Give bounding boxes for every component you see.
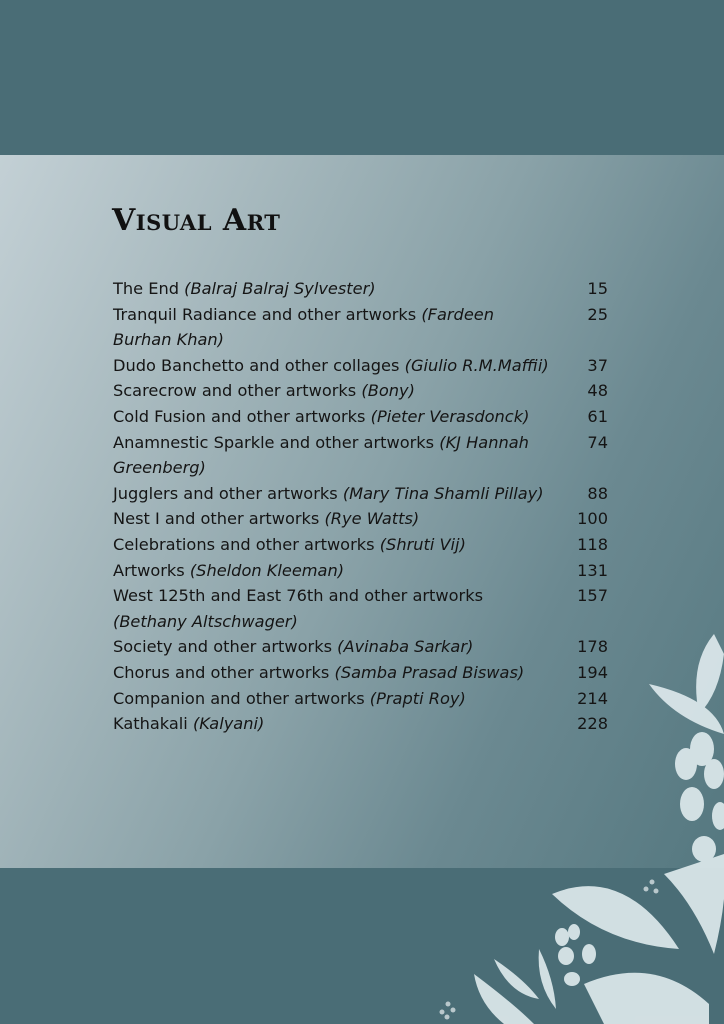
entry-title: Scarecrow and other artworks: [113, 381, 357, 401]
entry-title: The End: [113, 279, 180, 298]
entry-author: (Avinaba Sarkar): [337, 637, 474, 657]
entry-author: (Mary Tina Shamli Pillay): [342, 483, 544, 503]
entry-text: [113, 634, 553, 660]
entry-page-number: 157: [577, 586, 608, 606]
entry-page-number: 37: [587, 355, 608, 375]
entry-text: [113, 404, 553, 430]
entry-author: (Kalyani): [192, 714, 265, 734]
entry-page-number: 194: [577, 662, 608, 682]
toc-entry: [113, 660, 613, 686]
toc-entry: [113, 276, 613, 302]
toc-entry: [113, 583, 613, 634]
entry-text: [113, 276, 553, 302]
section-title: Visual Art: [112, 203, 281, 238]
entry-page-number: 15: [587, 279, 608, 298]
entry-text: [113, 302, 553, 353]
toc-entry: [113, 481, 613, 507]
toc-entry: [113, 353, 613, 379]
entry-text: [113, 558, 553, 584]
entry-title: West 125th and East 76th and other artworks: [113, 586, 484, 606]
toc-entry: [113, 711, 613, 737]
entry-title: Kathakali: [113, 714, 188, 734]
entry-author: (Shruti Vij): [379, 534, 466, 554]
entry-author: (Fardeen Burhan Khan): [113, 304, 495, 350]
toc-entry: [113, 558, 613, 584]
entry-page-number: 214: [577, 688, 608, 708]
toc-entry: [113, 378, 613, 404]
entry-text: [113, 506, 553, 532]
entry-text: [113, 532, 553, 558]
entry-title: Celebrations and other artworks: [113, 534, 375, 554]
toc-entry: [113, 404, 613, 430]
entry-page-number: 178: [577, 637, 608, 657]
toc-entry: [113, 634, 613, 660]
entry-title: Chorus and other artworks: [113, 662, 330, 682]
entry-text: [113, 686, 553, 712]
entry-page-number: 61: [587, 406, 608, 426]
entry-text: [113, 660, 553, 686]
entry-title: Cold Fusion and other artworks: [113, 406, 366, 426]
entry-author: (Balraj Balraj Sylvester): [184, 279, 376, 298]
entry-author: (Bethany Altschwager): [113, 611, 298, 631]
entry-text: [113, 378, 553, 404]
entry-title: Jugglers and other artworks: [113, 483, 338, 503]
entry-title: Society and other artworks: [113, 637, 333, 657]
toc-entry: [113, 532, 613, 558]
entry-text: [113, 711, 553, 737]
entry-author: (Giulio R.M.Maffii): [404, 355, 549, 375]
entry-page-number: 48: [587, 381, 608, 401]
entry-text: [113, 583, 553, 634]
toc-entry: [113, 506, 613, 532]
entry-author: (Prapti Roy): [369, 688, 466, 708]
entry-title: Nest I and other artworks: [113, 509, 320, 529]
entry-author: (Bony): [361, 381, 415, 401]
entry-page-number: 118: [577, 534, 608, 554]
entry-author: (KJ Hannah Greenberg): [113, 432, 529, 478]
toc-entry: [113, 686, 613, 712]
entry-page-number: 74: [587, 432, 608, 452]
toc-entry: [113, 302, 613, 353]
entry-text: [113, 481, 553, 507]
entry-title: Anamnestic Sparkle and other artworks: [113, 432, 435, 452]
entry-author: (Rye Watts): [324, 509, 420, 529]
entry-page-number: 228: [577, 714, 608, 734]
entry-page-number: 131: [577, 560, 608, 580]
entry-title: Artworks: [113, 560, 185, 580]
entry-author: (Pieter Verasdonck): [370, 406, 530, 426]
entry-text: [113, 430, 553, 481]
entry-page-number: 88: [587, 483, 608, 503]
entry-author: (Sheldon Kleeman): [189, 560, 345, 580]
entry-title: Tranquil Radiance and other artworks: [113, 304, 417, 324]
entry-title: Companion and other artworks: [113, 688, 365, 708]
toc-entry: [113, 430, 613, 481]
entry-page-number: 100: [577, 509, 608, 529]
table-of-contents: [113, 276, 613, 737]
entry-text: [113, 353, 553, 379]
entry-page-number: 25: [587, 304, 608, 324]
entry-author: (Samba Prasad Biswas): [334, 662, 525, 682]
entry-title: Dudo Banchetto and other collages: [113, 355, 400, 375]
